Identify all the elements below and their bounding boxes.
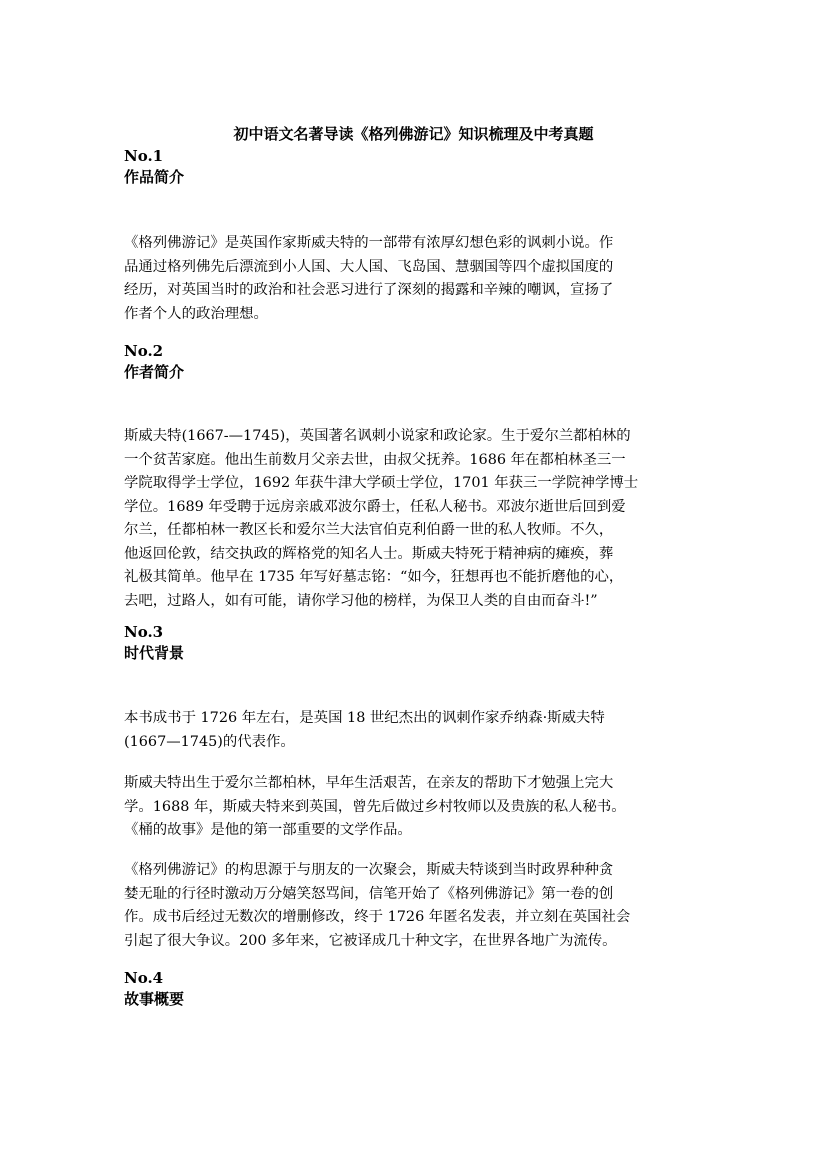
text-line: 斯威夫特出生于爱尔兰都柏林，早年生活艰苦，在亲友的帮助下才勉强上完大	[124, 775, 614, 791]
section-number-1: No.1	[124, 147, 164, 165]
text-line: 作。成书后经过无数次的增删修改，终于 1726 年匿名发表，并立刻在英国社会	[124, 909, 631, 925]
text-line: 斯威夫特(1667-—1745)，英国著名讽刺小说家和政论家。生于爱尔兰都柏林的	[124, 428, 631, 444]
text-line: 学位。1689 年受聘于远房亲戚邓波尔爵士，任私人秘书。邓波尔逝世后回到爱	[124, 498, 626, 515]
section-number-3: No.3	[124, 623, 164, 641]
paragraph-1-1	[124, 232, 704, 326]
text-line: 学院取得学士学位，1692 年获牛津大学硕士学位，1701 年获三一学院神学博士	[124, 475, 639, 491]
document-title: 初中语文名著导读《格列佛游记》知识梳理及中考真题	[233, 125, 594, 143]
text-line: 学。1688 年，斯威夫特来到英国，曾先后做过乡村牧师以及贵族的私人秘书。	[124, 798, 626, 815]
paragraph-2-1	[124, 425, 704, 613]
section-heading-4: 故事概要	[124, 990, 185, 1008]
text-line: 他返回伦敦，结交执政的辉格党的知名人士。斯威夫特死于精神病的瘫痪，葬	[124, 545, 614, 562]
text-line: 《桶的故事》是他的第一部重要的文学作品。	[124, 822, 412, 838]
text-line: 礼极其简单。他早在 1735 年写好墓志铭：“如今，狂想再也不能折磨他的心，	[124, 569, 624, 585]
section-number-4: No.4	[124, 969, 164, 987]
text-line: 《格列佛游记》的构思源于与朋友的一次聚会，斯威夫特谈到当时政界种种贪	[124, 862, 614, 878]
text-line: (1667—1745)的代表作。	[124, 733, 295, 750]
section-heading-3: 时代背景	[124, 644, 185, 662]
paragraph-3-2	[124, 772, 704, 843]
text-line: 引起了很大争议。200 多年来，它被译成几十种文字，在世界各地广为流传。	[124, 932, 617, 949]
text-line: 婪无耻的行径时激动万分嬉笑怒骂间，信笔开始了《格列佛游记》第一卷的创	[124, 885, 614, 902]
section-number-2: No.2	[124, 342, 164, 360]
text-line: 一个贫苦家庭。他出生前数月父亲去世，由叔父抚养。1686 年在都柏林圣三一	[124, 451, 626, 468]
text-line: 《格列佛游记》是英国作家斯威夫特的一部带有浓厚幻想色彩的讽刺小说。作	[124, 235, 614, 251]
text-line: 品通过格列佛先后漂流到小人国、大人国、飞岛国、慧骃国等四个虚拟国度的	[124, 258, 614, 275]
text-line: 作者个人的政治理想。	[124, 305, 268, 322]
section-heading-2: 作者简介	[124, 363, 185, 381]
paragraph-3-3	[124, 859, 704, 953]
text-line: 经历，对英国当时的政治和社会恶习进行了深刻的揭露和辛辣的嘲讽，宣扬了	[124, 282, 614, 298]
section-heading-1: 作品简介	[124, 168, 185, 186]
paragraph-3-1	[124, 707, 704, 754]
text-line: 本书成书于 1726 年左右，是英国 18 世纪杰出的讽刺作家乔纳森·斯威夫特	[124, 710, 605, 726]
text-line: 去吧，过路人，如有可能，请你学习他的榜样，为保卫人类的自由而奋斗!”	[124, 592, 598, 609]
text-line: 尔兰，任都柏林一教区长和爱尔兰大法官伯克利伯爵一世的私人牧师。不久，	[124, 522, 614, 538]
